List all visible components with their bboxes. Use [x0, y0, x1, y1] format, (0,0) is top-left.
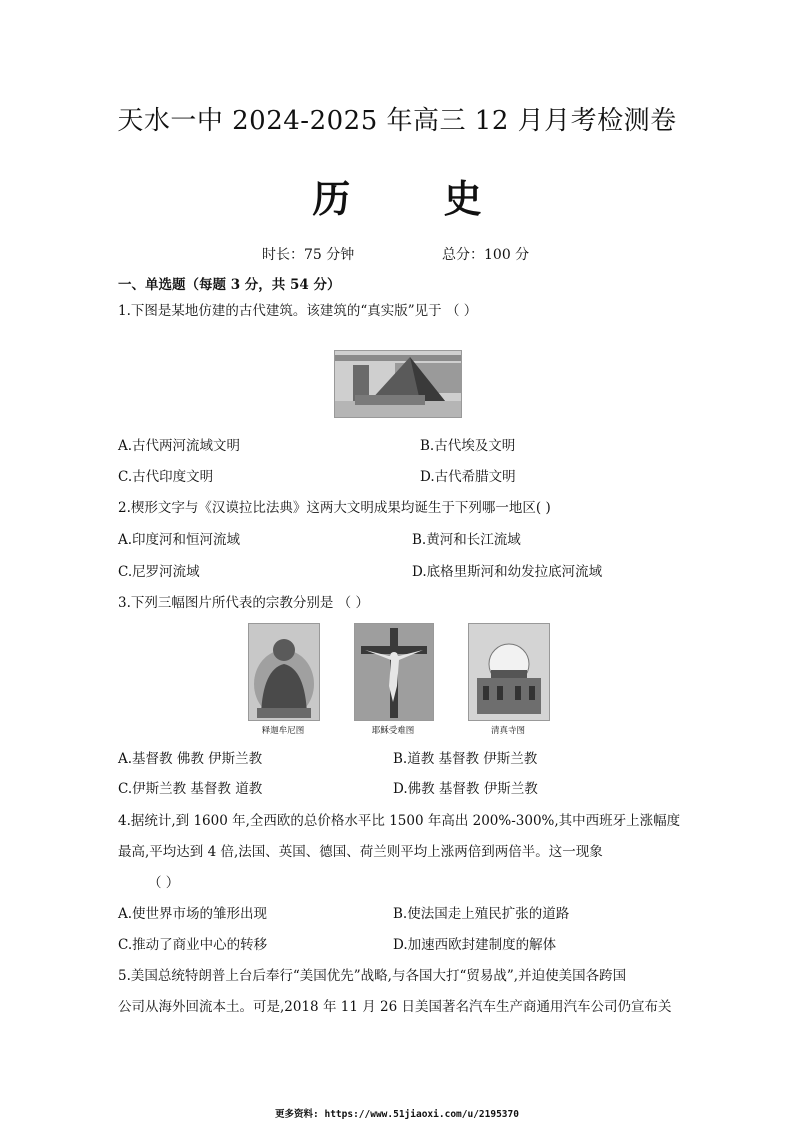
question-3-stem: 3.下列三幅图片所代表的宗教分别是 （ ） — [118, 595, 369, 611]
pyramid-photo — [334, 350, 462, 418]
q2-option-a: A.印度河和恒河流域 — [118, 532, 241, 548]
footer-link[interactable]: 更多资料: https://www.51jiaoxi.com/u/2195370 — [275, 1109, 519, 1120]
q4-option-b: B.使法国走上殖民扩张的道路 — [393, 906, 570, 922]
q3-option-a: A.基督教 佛教 伊斯兰教 — [118, 751, 263, 767]
buddha-image — [249, 624, 319, 720]
crucifix-image — [355, 624, 433, 720]
q2-option-b: B.黄河和长江流域 — [412, 532, 521, 548]
caption-buddha: 释迦牟尼图 — [261, 726, 305, 736]
section-heading: 一、单选题（每题 3 分，共 54 分） — [118, 277, 341, 293]
question-4-line-2: 最高,平均达到 4 倍,法国、英国、德国、荷兰则平均上涨两倍到两倍半。这一现象 — [118, 844, 603, 860]
q4-option-a: A.使世界市场的雏形出现 — [118, 906, 268, 922]
exam-duration: 时长：75 分钟 — [262, 247, 355, 263]
caption-crucifix: 耶稣受难图 — [371, 726, 415, 736]
question-1-stem: 1.下图是某地仿建的古代建筑。该建筑的“真实版”见于 （ ） — [118, 303, 478, 319]
caption-mosque: 清真寺图 — [490, 726, 525, 736]
q3-option-d: D.佛教 基督教 伊斯兰教 — [393, 781, 538, 797]
q2-option-d: D.底格里斯河和幼发拉底河流域 — [412, 564, 603, 580]
mosque-photo — [468, 623, 550, 721]
question-2-stem: 2.楔形文字与《汉谟拉比法典》这两大文明成果均诞生于下列哪一地区( ) — [118, 500, 551, 516]
buddha-photo — [248, 623, 320, 721]
q1-option-a: A.古代两河流域文明 — [118, 438, 241, 454]
crucifix-photo — [354, 623, 434, 721]
q1-option-d: D.古代希腊文明 — [420, 469, 516, 485]
question-4-line-3: （ ） — [148, 875, 180, 891]
q3-option-c: C.伊斯兰教 基督教 道教 — [118, 781, 263, 797]
question-4-line-1: 4.据统计,到 1600 年,全西欧的总价格水平比 1500 年高出 200%-300%,其中西班牙上涨幅度 — [118, 813, 681, 829]
q1-option-b: B.古代埃及文明 — [420, 438, 516, 454]
q3-option-b: B.道教 基督教 伊斯兰教 — [393, 751, 538, 767]
exam-title: 天水一中 2024-2025 年高三 12 月月考检测卷 — [117, 106, 677, 136]
subject-title: 历 史 — [312, 176, 522, 221]
mosque-image — [469, 624, 549, 720]
question-5-line-2: 公司从海外回流本土。可是,2018 年 11 月 26 日美国著名汽车生产商通用汽车公司仍宣布关 — [118, 999, 672, 1015]
pyramid-image — [335, 351, 461, 417]
q2-option-c: C.尼罗河流域 — [118, 564, 200, 580]
question-5-line-1: 5.美国总统特朗普上台后奉行“美国优先”战略,与各国大打“贸易战”,并迫使美国各跨国 — [118, 968, 627, 984]
q4-option-d: D.加速西欧封建制度的解体 — [393, 937, 557, 953]
q4-option-c: C.推动了商业中心的转移 — [118, 937, 268, 953]
q1-option-c: C.古代印度文明 — [118, 469, 214, 485]
exam-total-score: 总分：100 分 — [442, 247, 530, 263]
